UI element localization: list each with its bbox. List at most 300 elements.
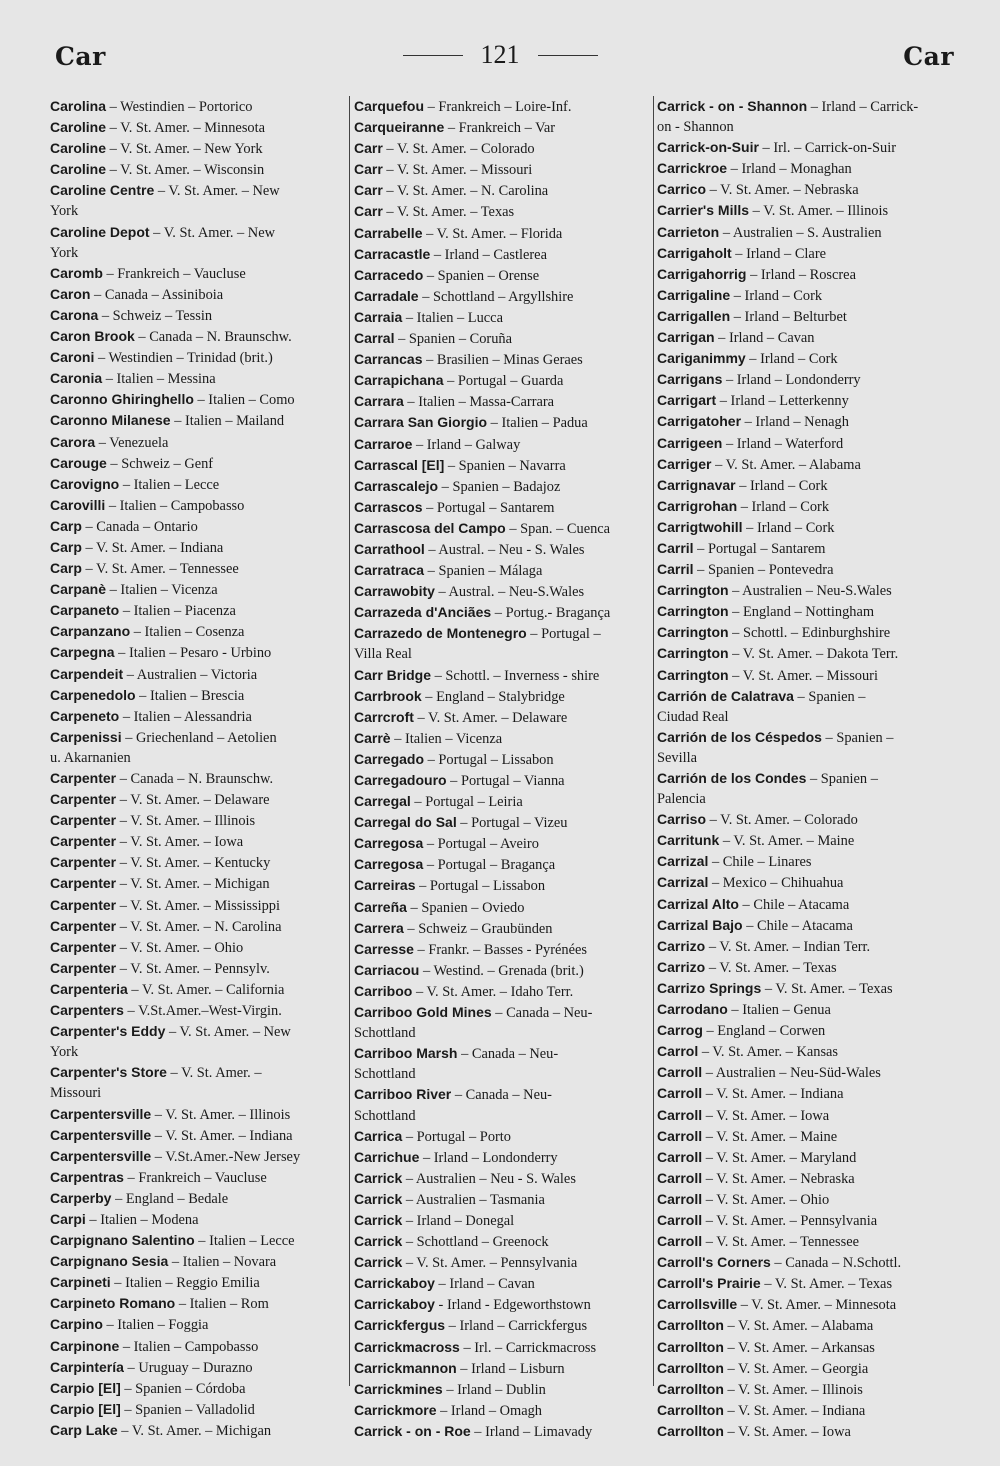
gazetteer-entry: Carovigno – Italien – Lecce [50, 475, 220, 493]
place-location: Schottl. – Inverness - shire [445, 667, 600, 684]
place-location: Portugal – Leiria [425, 794, 523, 811]
gazetteer-entry: Carroll's Corners – Canada – N.Schottl. [657, 1254, 902, 1272]
place-location: Canada – Neu- [465, 1087, 552, 1104]
place-location: Portugal – Vizeu [471, 815, 568, 832]
gazetteer-entry: Carrigart – Irland – Letterkenny [657, 392, 849, 410]
gazetteer-entry: Carrigahorrig – Irland – Roscrea [657, 265, 856, 283]
place-name: Carr [354, 182, 383, 199]
place-location: Irland – Carrick- [821, 99, 919, 115]
place-location: Italien – Pesaro - Urbino [128, 645, 272, 662]
place-name: Carr [354, 140, 383, 157]
place-location-continued: Schottland [354, 1066, 416, 1083]
place-location: V. St. Amer. – Dakota Terr. [742, 646, 899, 663]
place-name: Caronia [50, 370, 103, 387]
place-location: Italien – Brescia [149, 687, 245, 704]
place-location: Chile – Linares [722, 854, 812, 871]
place-name: Carrollton [657, 1317, 724, 1334]
gazetteer-entry: Carrizal Alto – Chile – Atacama [657, 895, 850, 913]
place-name: Carrickmore [354, 1401, 437, 1418]
place-location: Portugal – Vianna [460, 773, 565, 789]
gazetteer-entry: Carrigeen – Irland – Waterford [657, 434, 844, 452]
place-location: Italien – Novara [182, 1254, 277, 1271]
place-name: Carrickroe [657, 160, 728, 177]
gazetteer-entry: Carregado – Portugal – Lissabon [354, 750, 554, 768]
gazetteer-entry: Caron Brook – Canada – N. Braunschw. [50, 328, 292, 346]
gazetteer-entry: Carrión de los Céspedos – Spanien – Sevilla [657, 727, 957, 768]
gazetteer-entry: Carr – V. St. Amer. – Texas [354, 203, 515, 221]
place-name: Carrollton [657, 1359, 724, 1376]
place-name: Carrawobity [354, 583, 435, 600]
place-location: Spanien – [808, 688, 866, 705]
place-location: Spanien – Málaga [438, 563, 543, 580]
place-name: Caroni [50, 349, 95, 366]
gazetteer-entry: Carrawobity – Austral. – Neu-S.Wales [354, 583, 585, 601]
place-name: Carrigeen [657, 434, 723, 451]
place-name: Carpignano Salentino [50, 1232, 195, 1249]
place-name: Carrascal [El] [354, 456, 445, 473]
place-location: Irland – Galway [426, 436, 521, 453]
place-location: Spanien – Córdoba [135, 1380, 246, 1397]
place-name: Carpenter's Eddy [50, 1023, 166, 1040]
place-name: Carpineti [50, 1274, 111, 1291]
place-name: Carreiras [354, 877, 416, 894]
place-name: Carpintería [50, 1358, 124, 1375]
place-name: Carrickfergus [354, 1317, 446, 1334]
place-location: V. St. Amer. – Nebraska [720, 182, 859, 199]
place-location: Irland – Limavady [485, 1423, 593, 1440]
place-location: V. St. Amer. – N. Carolina [396, 183, 549, 200]
gazetteer-entry: Carp – V. St. Amer. – Indiana [50, 538, 224, 556]
gazetteer-entry: Carouge – Schweiz – Genf [50, 454, 214, 472]
place-location: V. St. Amer. – Maine [733, 833, 855, 850]
place-name: Carrascalejo [354, 477, 439, 494]
place-location: V. St. Amer. – New [163, 224, 275, 241]
place-name: Carrathool [354, 540, 425, 557]
place-location: Italien – Campobasso [119, 497, 245, 514]
gazetteer-entry: Carrollton – V. St. Amer. – Indiana [657, 1401, 866, 1419]
place-location: Irland - Edgeworthstown [446, 1297, 591, 1314]
place-name: Carpendeit [50, 665, 124, 682]
place-name: Caroline Depot [50, 223, 150, 240]
place-name: Carrickaboy [354, 1275, 435, 1292]
place-name: Carrick [354, 1190, 403, 1207]
place-name: Carregal do Sal [354, 814, 457, 831]
gazetteer-entry: Carreiras – Portugal – Lissabon [354, 877, 546, 895]
place-location: V. St. Amer. – Illinois [130, 813, 256, 830]
gazetteer-entry: Carrión de los Condes – Spanien – Palencia [657, 768, 957, 809]
place-location: Spanien – Navarra [458, 457, 566, 474]
place-location: Irland – Nenagh [755, 414, 849, 431]
place-name: Carrigans [657, 371, 723, 388]
gazetteer-entry: Carrizo Springs – V. St. Amer. – Texas [657, 979, 893, 997]
gazetteer-entry: Carpaneto – Italien – Piacenza [50, 602, 236, 620]
gazetteer-entry: Carr – V. St. Amer. – Colorado [354, 140, 535, 158]
page-number-block [0, 40, 1000, 70]
place-name: Carpenter [50, 896, 117, 913]
gazetteer-entry: Carolina – Westindien – Portorico [50, 98, 253, 115]
place-location: Australien – S. Australien [732, 224, 882, 241]
place-location: V. St. Amer. – Nebraska [716, 1170, 855, 1187]
gazetteer-entry: Carrión de Calatrava – Spanien – Ciudad Real [657, 686, 957, 727]
place-location: Spanien – Valladolid [135, 1401, 255, 1418]
place-location-continued: Sevilla [657, 749, 697, 766]
place-location: Frankreich – Vaucluse [117, 265, 246, 282]
gazetteer-entry: Carrickaboy - Irland - Edgeworthstown [354, 1296, 591, 1314]
place-location: Irland – Cork [751, 498, 830, 515]
place-name: Caromb [50, 264, 103, 281]
place-location: Schweiz – Tessin [112, 307, 213, 324]
gazetteer-entry: Caroline – V. St. Amer. – New York [50, 140, 263, 158]
place-location: Irland – Letterkenny [730, 393, 849, 410]
place-location: V. St. Amer. – Maine [716, 1128, 838, 1145]
place-name: Carroll [657, 1169, 703, 1186]
place-location: England – Bedale [125, 1190, 229, 1207]
place-name: Carrión de los Céspedos [657, 728, 822, 745]
place-location: Irland – Londonderry [736, 372, 861, 389]
place-name: Carpi [50, 1210, 86, 1227]
place-location: V. St. Amer. – Indian Terr. [719, 938, 871, 955]
gazetteer-entry: Carrascosa del Campo – Span. – Cuenca [354, 519, 611, 537]
place-location-continued: Ciudad Real [657, 708, 729, 725]
gazetteer-entry: Carpenter – Canada – N. Braunschw. [50, 770, 274, 787]
gazetteer-entry: Carrascal [El] – Spanien – Navarra [354, 456, 566, 474]
gazetteer-entry: Carrigallen – Irland – Belturbet [657, 307, 847, 325]
place-location: Italien – Reggio Emilia [125, 1275, 260, 1292]
place-name: Carriso [657, 811, 707, 828]
place-location-continued: Schottland [354, 1107, 416, 1124]
place-name: Carrington [657, 666, 729, 683]
place-location: V. St. Amer. – Florida [436, 225, 563, 242]
place-location: Canada – N. Braunschw. [130, 771, 274, 787]
gazetteer-entry: Carpenter's Store – V. St. Amer. – Missouri [50, 1062, 346, 1103]
place-name: Carpentersville [50, 1105, 152, 1122]
place-name: Carpignano Sesia [50, 1253, 169, 1270]
place-name: Carrollton [657, 1380, 724, 1397]
place-location: Canada – Neu- [471, 1046, 559, 1063]
place-location-continued: u. Akarnanien [50, 749, 131, 766]
gazetteer-entry: Carpenter's Eddy – V. St. Amer. – New York [50, 1021, 346, 1062]
place-location: Irland – Monaghan [741, 161, 852, 178]
place-location: V. St. Amer. – Missouri [742, 667, 878, 684]
place-location: V. St. Amer. – New [168, 183, 280, 200]
place-location: V. St. Amer. – Indiana [716, 1086, 844, 1103]
place-location: Schottl. – Edinburghshire [742, 625, 891, 642]
place-name: Carril [657, 539, 694, 556]
gazetteer-entry: Carrigaline – Irland – Cork [657, 286, 823, 304]
place-name: Carp Lake [50, 1421, 118, 1438]
place-location: Irland – Omagh [450, 1402, 543, 1419]
place-name: Carracastle [354, 245, 431, 262]
place-name: Carpineto Romano [50, 1295, 176, 1312]
gazetteer-entry: Carrollsville – V. St. Amer. – Minnesota [657, 1296, 897, 1314]
place-name: Carrancas [354, 351, 423, 368]
running-head-left: Car [55, 42, 106, 71]
gazetteer-entry: Carona – Schweiz – Tessin [50, 306, 213, 324]
place-name: Carp [50, 517, 82, 534]
place-location: Italien – Piacenza [133, 603, 236, 620]
place-name: Caron Brook [50, 328, 135, 345]
place-name: Carpenter [50, 938, 117, 955]
gazetteer-entry: Carrigans – Irland – Londonderry [657, 371, 861, 389]
gazetteer-entry: Carrera – Schweiz – Graubünden [354, 919, 553, 937]
gazetteer-entry: Carrascalejo – Spanien – Badajoz [354, 477, 561, 495]
place-name: Caronno Milanese [50, 412, 171, 429]
gazetteer-entry: Carrignavar – Irland – Cork [657, 476, 828, 494]
place-name: Carpeneto [50, 707, 120, 724]
place-location: V. St. Amer. – Minnesota [120, 120, 266, 137]
place-location: Portugal – Aveiro [437, 836, 539, 853]
place-location: Australien – Tasmania [415, 1191, 545, 1208]
place-location: V. St. Amer. – Colorado [720, 812, 858, 829]
place-name: Carpentersville [50, 1126, 152, 1143]
gazetteer-entry: Caroline Depot – V. St. Amer. – New York [50, 222, 346, 263]
place-name: Carperby [50, 1189, 112, 1206]
gazetteer-entry: Carrbrook – England – Stalybridge [354, 687, 565, 705]
place-name: Caroline Centre [50, 182, 155, 199]
place-name: Carrigan [657, 329, 715, 346]
place-name: Carriboo Gold Mines [354, 1004, 492, 1021]
place-name: Carrión de los Condes [657, 770, 807, 786]
gazetteer-entry: Carrigaholt – Irland – Clare [657, 244, 826, 262]
place-name: Carrick - on - Roe [354, 1422, 471, 1439]
gazetteer-entry: Caroline Centre – V. St. Amer. – New York [50, 180, 346, 221]
place-name: Carpenter [50, 833, 117, 850]
place-name: Carrigallen [657, 307, 731, 324]
place-name: Carrica [354, 1127, 403, 1144]
running-head-right: Car [903, 42, 954, 71]
gazetteer-entry: Carp – Canada – Ontario [50, 517, 198, 535]
place-location: Span. – Cuenca [520, 520, 611, 537]
place-location: Irland – Cork [760, 351, 838, 368]
place-name: Carolina [50, 98, 107, 114]
place-name: Cariganimmy [657, 350, 746, 367]
place-name: Carpanzano [50, 623, 131, 640]
place-name: Carrigaholt [657, 244, 732, 261]
place-name: Caronno Ghiringhello [50, 391, 194, 408]
place-name: Carpenter [50, 917, 117, 934]
place-location: V. St. Amer. – Illinois [763, 203, 889, 220]
gazetteer-entry: Carrollton – V. St. Amer. – Arkansas [657, 1338, 875, 1356]
gazetteer-entry: Carregal – Portugal – Leiria [354, 793, 523, 811]
place-name: Carritunk [657, 832, 720, 849]
place-name: Carriger [657, 455, 712, 472]
place-name: Carrico [657, 181, 707, 198]
place-name: Carpenters [50, 1002, 124, 1019]
place-location: V. St. Amer. – Ohio [716, 1191, 830, 1208]
place-name: Carpentras [50, 1168, 124, 1185]
place-name: Carrazeda d'Anciães [354, 604, 492, 621]
place-name: Carral [354, 330, 395, 347]
place-name: Carradale [354, 287, 419, 304]
place-name: Carovilli [50, 496, 106, 513]
place-name: Carril [657, 561, 694, 578]
place-name: Carrazedo de Montenegro [354, 625, 527, 642]
place-location: V. St. Amer. – Iowa [716, 1107, 830, 1124]
gazetteer-entry: Carrickfergus – Irland – Carrickfergus [354, 1317, 588, 1335]
gazetteer-entry: Carpenter – V. St. Amer. – Michigan [50, 875, 270, 893]
place-location: Venezuela [109, 434, 169, 451]
gazetteer-entry: Carrickmannon – Irland – Lisburn [354, 1359, 565, 1377]
place-name: Carroll [657, 1085, 703, 1102]
place-name: Carroll [657, 1106, 703, 1123]
place-name: Carrión de Calatrava [657, 687, 794, 704]
place-name: Carrcroft [354, 708, 414, 725]
gazetteer-entry: Carpenter – V. St. Amer. – Delaware [50, 791, 270, 809]
place-location: V. St. Amer. – Pennsylvania [416, 1255, 578, 1272]
place-location: V. St. Amer. – Texas [719, 959, 837, 976]
place-location: Italien – Lucca [416, 309, 503, 326]
place-location: Westind. – Grenada (brit.) [433, 962, 584, 979]
place-name: Carroll [657, 1148, 703, 1165]
place-location: Australien – Neu-Süd-Wales [715, 1065, 881, 1082]
gazetteer-entry: Caronno Milanese – Italien – Mailand [50, 412, 285, 430]
place-location: V. St. Amer. – Indiana [738, 1402, 866, 1419]
gazetteer-entry: Carrigtwohill – Irland – Cork [657, 518, 835, 536]
gazetteer-entry: Carrazedo de Montenegro – Portugal – Villa Real [354, 623, 652, 664]
place-location: V. St. Amer. – Arkansas [738, 1339, 875, 1356]
place-location-continued: York [50, 244, 79, 261]
place-name: Carroll [657, 1233, 703, 1250]
gazetteer-entry: Carrichue – Irland – Londonderry [354, 1148, 558, 1166]
gazetteer-entry: Carriboo – V. St. Amer. – Idaho Terr. [354, 982, 574, 1000]
gazetteer-entry: Carrè – Italien – Vicenza [354, 729, 503, 747]
gazetteer-entry: Carpio [El] – Spanien – Córdoba [50, 1379, 246, 1397]
place-name: Carrick-on-Suir [657, 139, 759, 156]
place-location: V. St. Amer. – N. Carolina [130, 918, 282, 935]
gazetteer-entry: Carrington – England – Nottingham [657, 603, 875, 621]
place-location: Italien – Rom [189, 1296, 269, 1313]
place-name: Caron [50, 285, 91, 302]
place-name: Carrollton [657, 1422, 724, 1439]
place-location: V. St. Amer. – Idaho Terr. [426, 983, 574, 1000]
gazetteer-entry: Carrington – V. St. Amer. – Missouri [657, 666, 878, 684]
gazetteer-entry: Carrington – Schottl. – Edinburghshire [657, 624, 891, 642]
place-location: Irland – Londonderry [433, 1149, 558, 1166]
place-location: Frankreich – Loire-Inf. [438, 99, 572, 115]
gazetteer-entry: Carradale – Schottland – Argyllshire [354, 287, 574, 305]
place-location: Canada – N.Schottl. [785, 1255, 902, 1272]
gazetteer-entry: Carregal do Sal – Portugal – Vizeu [354, 814, 568, 832]
place-location: Westindien – Trinidad (brit.) [108, 350, 273, 367]
gazetteer-entry: Carritunk – V. St. Amer. – Maine [657, 832, 855, 850]
gazetteer-entry: Carrollton – V. St. Amer. – Iowa [657, 1422, 851, 1440]
place-location: V. St. Amer. – Michigan [130, 876, 270, 893]
place-location: Spanien – Orense [437, 267, 540, 284]
place-location: V. St. Amer. – Alabama [738, 1318, 874, 1335]
place-name: Carrickmines [354, 1380, 443, 1397]
place-location: Irland – Carrickfergus [459, 1318, 588, 1335]
place-location: Canada – Neu- [506, 1005, 593, 1022]
place-name: Carpanè [50, 581, 107, 598]
gazetteer-entry: Carpino – Italien – Foggia [50, 1316, 209, 1334]
place-name: Carpenter [50, 812, 117, 829]
place-location: England – Nottingham [742, 604, 875, 621]
place-location: Irland – Cavan [449, 1276, 535, 1293]
gazetteer-entry: Carrick – Australien – Tasmania [354, 1190, 545, 1208]
gazetteer-entry: Carracedo – Spanien – Orense [354, 266, 540, 284]
place-location: V. St. Amer. – Delaware [130, 792, 270, 809]
place-location: Spanien – Oviedo [421, 899, 525, 916]
place-location: Irl. – Carrick-on-Suir [773, 140, 896, 157]
place-name: Carroll's Corners [657, 1254, 771, 1271]
place-name: Carpentersville [50, 1147, 152, 1164]
gazetteer-entry: Carovilli – Italien – Campobasso [50, 496, 245, 514]
place-location: V. St. Amer. – Illinois [165, 1106, 291, 1123]
place-location: Irland – Belturbet [744, 308, 847, 325]
place-location: V.St.Amer.-New Jersey [165, 1148, 301, 1165]
place-location: Italien – Modena [100, 1211, 199, 1228]
place-name: Carrick [354, 1254, 403, 1271]
place-location: V. St. Amer. – Michigan [131, 1422, 272, 1439]
gazetteer-entry: Cariganimmy – Irland – Cork [657, 350, 838, 368]
place-location: Irland – Donegal [416, 1212, 515, 1229]
place-location: V. St. Amer. – Indiana [96, 539, 224, 556]
gazetteer-entry: Carpentersville – V. St. Amer. – Indiana [50, 1126, 293, 1144]
place-location: Spanien – Badajoz [452, 478, 561, 495]
gazetteer-entry: Carrickmines – Irland – Dublin [354, 1380, 546, 1398]
place-name: Carroll [657, 1190, 703, 1207]
gazetteer-entry: Carreña – Spanien – Oviedo [354, 898, 525, 916]
gazetteer-entry: Carrara San Giorgio – Italien – Padua [354, 414, 588, 432]
gazetteer-entry: Carrick - on - Shannon – Irland – Carrick- on - Shannon [657, 96, 957, 137]
place-location: Chile – Atacama [753, 896, 850, 913]
place-name: Carrollsville [657, 1296, 738, 1313]
gazetteer-entry: Carriboo Gold Mines – Canada – Neu- Schottland [354, 1002, 652, 1043]
gazetteer-entry: Carrapichana – Portugal – Guarda [354, 372, 564, 390]
place-name: Carp [50, 560, 82, 577]
gazetteer-entry: Carora – Venezuela [50, 433, 169, 451]
gazetteer-entry: Carrick-on-Suir – Irl. – Carrick-on-Suir [657, 139, 896, 157]
gazetteer-entry: Carrickmacross – Irl. – Carrickmacross [354, 1338, 597, 1356]
gazetteer-entry: Carpenteria – V. St. Amer. – California [50, 980, 285, 998]
gazetteer-entry: Carpanè – Italien – Vicenza [50, 581, 218, 599]
place-location: V. St. Amer. – Colorado [396, 141, 535, 158]
gazetteer-entry: Carrara – Italien – Massa-Carrara [354, 393, 555, 411]
place-location: V. St. Amer. – Delaware [428, 709, 568, 726]
gazetteer-entry: Carrigrohan – Irland – Cork [657, 497, 830, 515]
gazetteer-entry: Carrica – Portugal – Porto [354, 1127, 511, 1145]
place-location: Italien – Campobasso [133, 1338, 259, 1355]
gazetteer-entry: Carperby – England – Bedale [50, 1189, 229, 1207]
place-name: Carrickaboy [354, 1296, 435, 1313]
place-name: Carrizal [657, 853, 709, 870]
gazetteer-entry: Carroll – V. St. Amer. – Iowa [657, 1106, 830, 1124]
header-rule-right [538, 55, 598, 56]
gazetteer-entry: Carroll – V. St. Amer. – Maine [657, 1127, 838, 1145]
place-location: V. St. Amer. – [181, 1065, 262, 1082]
gazetteer-entry: Carrington – V. St. Amer. – Dakota Terr. [657, 645, 899, 663]
place-name: Carraroe [354, 435, 413, 452]
gazetteer-entry: Carpentras – Frankreich – Vaucluse [50, 1168, 267, 1186]
gazetteer-entry: Carrabelle – V. St. Amer. – Florida [354, 224, 563, 242]
gazetteer-entry: Carrick - on - Roe – Irland – Limavady [354, 1422, 593, 1440]
gazetteer-entry: Caron – Canada – Assiniboia [50, 285, 224, 303]
place-name: Carpio [El] [50, 1379, 121, 1396]
place-location-continued: York [50, 203, 79, 220]
gazetteer-entry: Carracastle – Irland – Castlerea [354, 245, 547, 263]
place-location: England – Stalybridge [436, 688, 565, 705]
place-name: Carovigno [50, 475, 120, 492]
place-location: V. St. Amer. – Iowa [130, 834, 244, 851]
place-location: Australien – Victoria [136, 666, 258, 683]
place-location: Portugal – Lissabon [438, 751, 554, 768]
place-location: Portugal – [541, 626, 601, 643]
place-name: Carrascos [354, 498, 423, 515]
place-location: Italien – Como [208, 392, 295, 409]
gazetteer-entry: Carrigatoher – Irland – Nenagh [657, 413, 849, 431]
gazetteer-entry: Carrizo – V. St. Amer. – Texas [657, 958, 837, 976]
place-name: Caroline [50, 161, 107, 178]
